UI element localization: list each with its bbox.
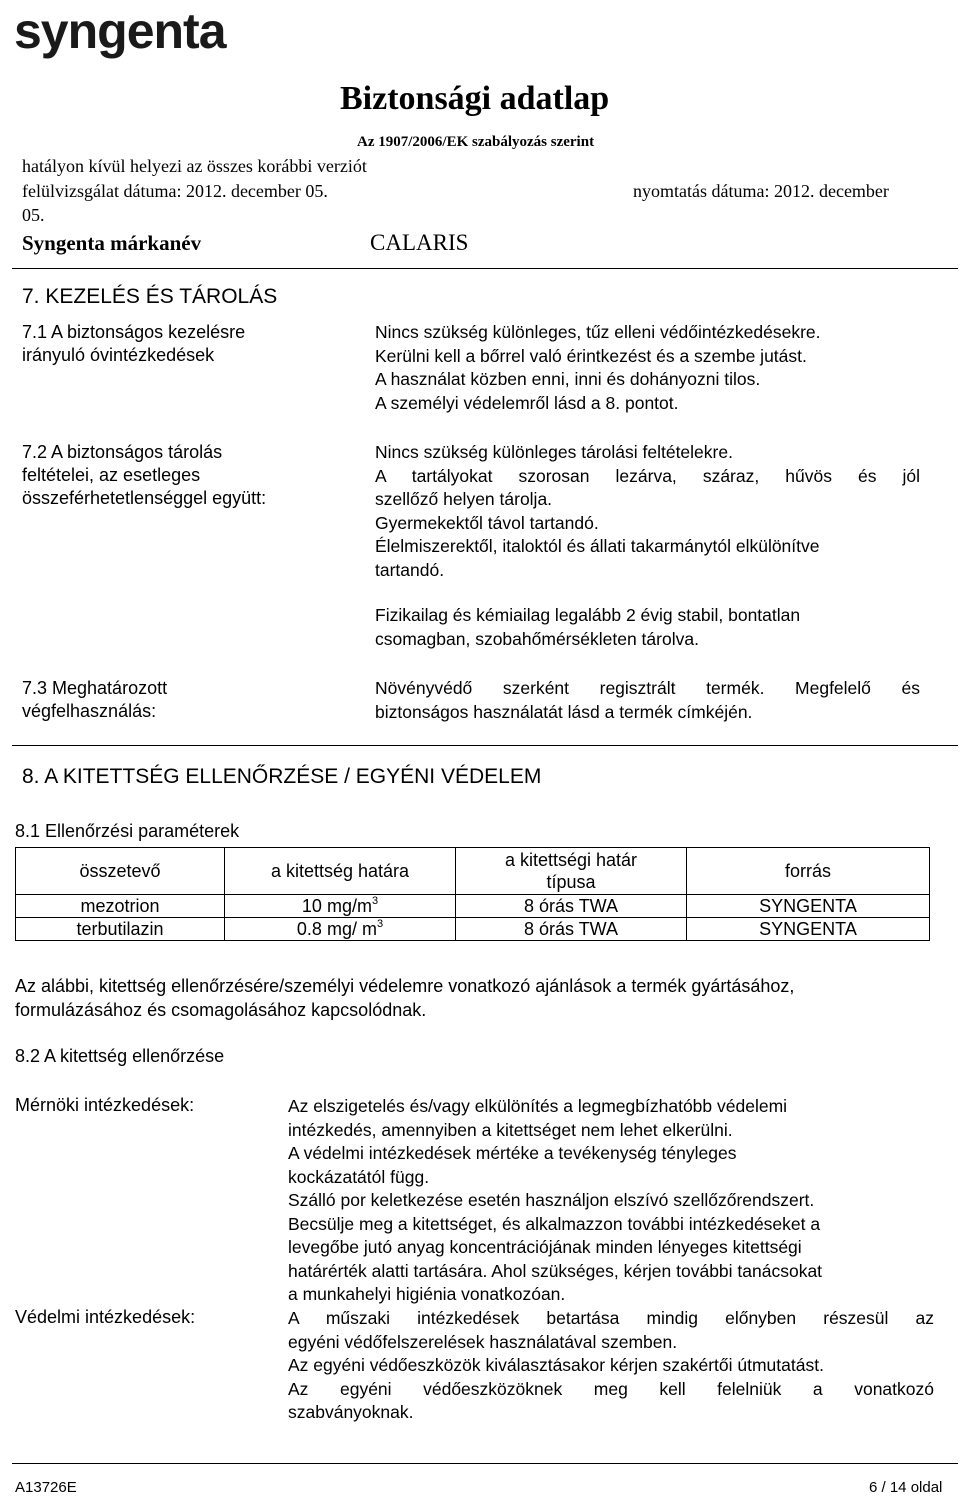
footer-divider xyxy=(12,1463,958,1464)
table-header-row xyxy=(16,848,930,895)
section-7-2-text: Nincs szükség különleges tárolási feltételekre. A tartályokat szorosan lezárva, száraz, hűvös és jól szellőző helyen tárolja. Gyermekektől távol tartandó. Élelmiszerektől, italoktól és állati takarmánytól elkülönítve tartandó. xyxy=(375,442,920,580)
protective-measures-text: A műszaki intézkedések betartása mindig előnyben részesül az egyéni védőfelszerelések használatával szemben. Az egyéni védőeszközök kiválasztásakor kérjen szakértői útmutatást. Az egyéni védőeszközöknek meg kell felelniük a vonatkozó szabványoknak. xyxy=(288,1308,934,1422)
regulation-note: Az 1907/2006/EK szabályozás szerint xyxy=(357,134,595,150)
component-cell: mezotrion xyxy=(16,895,225,918)
section-7-1-label: 7.1 A biztonságos kezelésre irányuló óvintézkedések xyxy=(22,322,246,365)
header-cell: a kitettség határa xyxy=(225,848,456,895)
source-cell: SYNGENTA xyxy=(687,918,930,941)
product-name: CALARIS xyxy=(370,230,469,255)
limit-cell: 0.8 mg/ $m^3$ xyxy=(225,918,456,941)
exposure-limits-table xyxy=(15,847,930,941)
component-cell: terbutilazin xyxy=(16,918,225,941)
document-title: Biztonsági adatlap xyxy=(340,80,610,117)
brand-label: Syngenta márkanév xyxy=(22,231,202,255)
table-row xyxy=(16,918,930,941)
section-8-intro: Az alábbi, kitettség ellenőrzésére/személyi védelemre vonatkozó ajánlások a termék gyártásához, formulázásához és csomagolásához kapcsolódnak. xyxy=(15,976,795,1020)
section-8-title: 8. A KITETTSÉG ELLENŐRZÉSE / EGYÉNI VÉDELEM xyxy=(22,765,542,788)
header-cell: a kitettségi határ típusa xyxy=(456,848,687,895)
print-date: nyomtatás dátuma: 2012. december xyxy=(633,181,889,201)
engineering-measures-text: Az elszigetelés és/vagy elkülönítés a legmegbízhatóbb védelemi intézkedés, amennyiben a kitettséget nem lehet elkerülni. A védelmi intézkedések mértéke a tevékenység tényleges kockázatától függ. Szálló por keletkezése esetén használjon elszívó szellőzőrendszert. Becsülje meg a kitettséget, és alkalmazzon további intézkedéseket a levegőbe jutó anyag koncentrációjának minden lényeges kitettségi határérték alatti tartására. Ahol szükséges, kérjen további tanácsokat a munkahelyi higiénia vonatkozóan. xyxy=(288,1096,823,1304)
section-7-1-text: Nincs szükség különleges, tűz elleni védőintézkedésekre. Kerülni kell a bőrrel való érintkezést és a szembe jutást. A használat közben enni, inni és dohányozni tilos. A személyi védelemről lásd a 8. pontot. xyxy=(375,322,821,413)
source-cell: SYNGENTA xyxy=(687,895,930,918)
syngenta-logo: syngenta xyxy=(14,3,226,59)
section-8-1-title: 8.1 Ellenőrzési paraméterek xyxy=(15,821,240,841)
document-id: A13726E xyxy=(15,1479,77,1496)
section-7-2-label: 7.2 A biztonságos tárolás feltételei, az esetleges összeférhetetlenséggel együtt: xyxy=(22,442,267,508)
section-8-2-title: 8.2 A kitettség ellenőrzése xyxy=(15,1046,225,1066)
protective-measures-label: Védelmi intézkedések: xyxy=(15,1307,196,1327)
header-divider xyxy=(12,268,958,269)
print-date-continued: 05. xyxy=(22,205,45,225)
header-cell: forrás xyxy=(687,848,930,895)
revision-date: felülvizsgálat dátuma: 2012. december 05. xyxy=(22,181,328,201)
table-row xyxy=(16,895,930,918)
stability-note: Fizikailag és kémiailag legalább 2 évig stabil, bontatlan csomagban, szobahőmérsékleten tárolva. xyxy=(375,605,801,649)
limit-cell: 10 $mg/m^3$ xyxy=(225,895,456,918)
section-7-3-label: 7.3 Meghatározott végfelhasználás: xyxy=(22,678,168,721)
section-divider xyxy=(12,745,958,746)
section-7-3-text: Növényvédő szerként regisztrált termék. Megfelelő és biztonságos használatát lásd a termék címkéjén. xyxy=(375,678,920,722)
section-7-title: 7. KEZELÉS ÉS TÁROLÁS xyxy=(22,285,278,308)
page-number: 6 / 14 oldal xyxy=(869,1479,943,1496)
header-cell: összetevő xyxy=(16,848,225,895)
supersedes-note: hatályon kívül helyezi az összes korábbi verziót xyxy=(22,156,367,176)
type-cell: 8 órás TWA xyxy=(456,918,687,941)
type-cell: 8 órás TWA xyxy=(456,895,687,918)
engineering-measures-label: Mérnöki intézkedések: xyxy=(15,1095,195,1115)
